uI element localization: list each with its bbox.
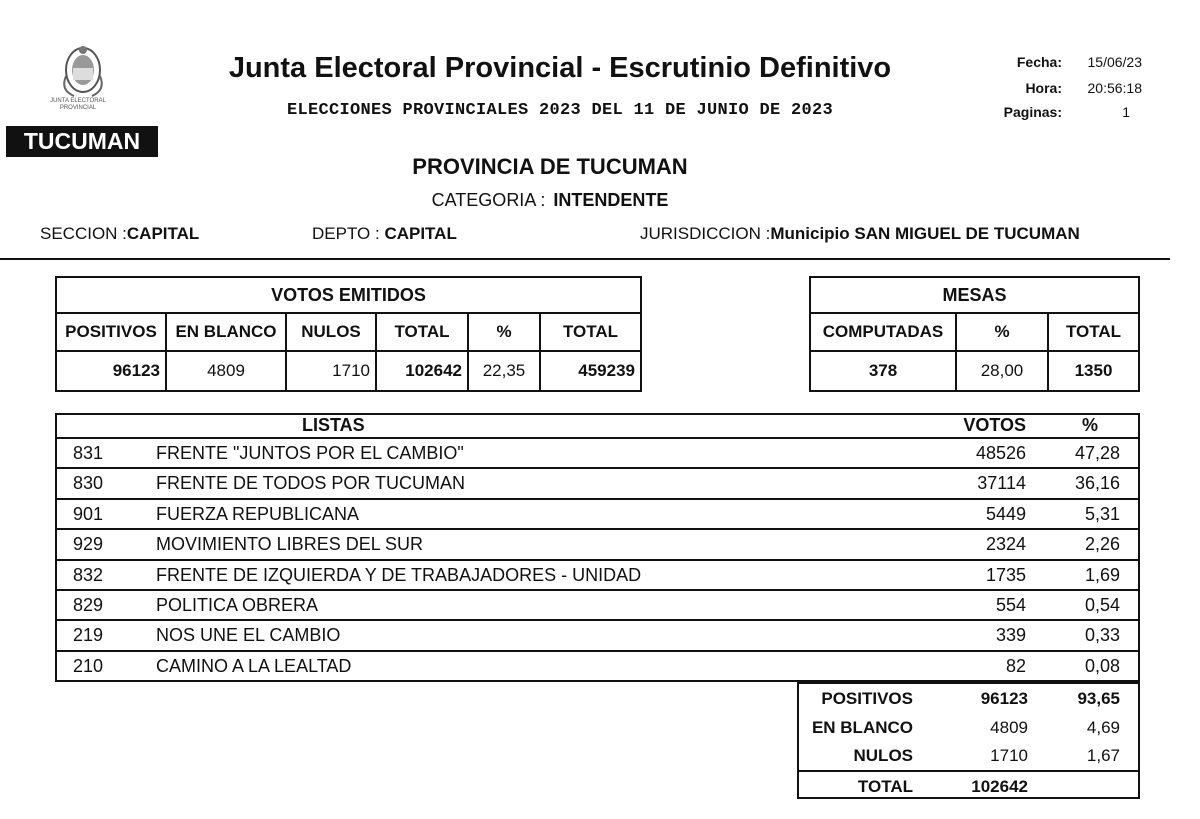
col-positivos: POSITIVOS [56,313,166,351]
totals-value: 1710 [990,746,1028,765]
table-row [57,652,1138,680]
totals-pct: 93,65 [1077,689,1120,708]
totals-label: POSITIVOS [821,689,913,708]
listas-table [55,413,1140,682]
categoria-label: CATEGORIA : [431,190,546,210]
col-total-electores: TOTAL [540,313,641,351]
list-name: CAMINO A LA LEALTAD [156,655,352,676]
val-computadas: 378 [810,351,956,391]
list-code: 219 [73,625,104,646]
totals-value: 96123 [980,689,1028,708]
list-name: FRENTE DE TODOS POR TUCUMAN [156,473,466,494]
totals-value: 4809 [990,717,1028,737]
list-votes: 2324 [985,534,1026,555]
val-positivos: 96123 [56,351,166,391]
list-code: 830 [73,473,104,494]
val-total: 102642 [376,351,468,391]
table-row [57,621,1138,651]
list-pct: 0,08 [1084,655,1120,676]
list-pct: 36,16 [1074,473,1120,494]
list-pct: 0,33 [1084,625,1120,646]
list-code: 829 [73,594,104,615]
col-total: TOTAL [376,313,468,351]
mesas-table [809,276,1140,392]
paginas-label: Paginas: [1003,104,1062,120]
totals-label: TOTAL [857,776,913,796]
col-en-blanco: EN BLANCO [166,313,286,351]
jurisdiccion [640,224,1080,244]
list-code: 831 [73,443,104,463]
table-row [57,591,1138,621]
list-votes: 5449 [985,503,1026,524]
table-row [57,561,1138,591]
list-votes: 339 [995,625,1026,646]
col-mesas-pct: % [956,313,1048,351]
hora-label: Hora: [1025,80,1062,96]
list-votes: 82 [1005,655,1026,676]
jurisdiccion-label: JURISDICCION : [640,224,771,243]
page-title: Junta Electoral Provincial - Escrutinio Definitivo [228,52,892,84]
page-subtitle: ELECCIONES PROVINCIALES 2023 DEL 11 DE JUNIO DE 2023 [286,101,834,120]
totals-box [797,682,1140,799]
province-heading: PROVINCIA DE TUCUMAN [412,154,688,179]
list-name: NOS UNE EL CAMBIO [156,625,341,646]
mesas-title: MESAS [810,277,1139,313]
listas-header-name: LISTAS [302,415,365,435]
seccion-label: SECCION : [40,224,127,243]
totals-label: NULOS [853,746,913,765]
list-code: 929 [73,534,104,555]
totals-pct: 4,69 [1086,717,1120,737]
table-row [57,469,1138,499]
totals-label: EN BLANCO [811,717,913,737]
val-mesas-pct: 28,00 [956,351,1048,391]
list-pct: 47,28 [1074,443,1120,463]
votos-emitidos-title: VOTOS EMITIDOS [56,277,641,313]
totals-row-blanco [799,713,1138,742]
depto-label: DEPTO : [312,224,380,243]
totals-row-total [799,772,1138,801]
list-pct: 0,54 [1084,594,1120,615]
val-en-blanco: 4809 [166,351,286,391]
list-votes: 554 [995,594,1026,615]
list-name: POLITICA OBRERA [156,594,319,615]
list-pct: 5,31 [1084,503,1120,524]
list-pct: 1,69 [1084,564,1120,585]
seccion-value: CAPITAL [126,224,200,243]
listas-header [57,415,1138,439]
paginas-value: 1 [1122,104,1130,120]
list-votes: 1735 [985,564,1026,585]
header-divider [0,258,1170,260]
col-nulos: NULOS [286,313,376,351]
depto [312,224,457,244]
list-name: FRENTE "JUNTOS POR EL CAMBIO" [156,443,464,463]
list-code: 901 [73,503,104,524]
totals-row-positivos [799,684,1138,713]
list-pct: 2,26 [1084,534,1120,555]
col-pct: % [468,313,540,351]
table-row [57,530,1138,560]
votos-emitidos-table [55,276,642,392]
logo-caption: JUNTA ELECTORAL PROVINCIAL [50,98,106,111]
val-pct: 22,35 [468,351,540,391]
totals-row-nulos [799,741,1138,772]
list-name: MOVIMIENTO LIBRES DEL SUR [156,534,424,555]
list-name: FUERZA REPUBLICANA [156,503,360,524]
fecha-label: Fecha: [1016,54,1062,70]
totals-value: 102642 [971,776,1028,796]
val-mesas-total: 1350 [1048,351,1139,391]
list-name: FRENTE DE IZQUIERDA Y DE TRABAJADORES - UNIDAD [156,564,642,585]
col-computadas: COMPUTADAS [810,313,956,351]
jurisdiccion-value: Municipio SAN MIGUEL DE TUCUMAN [770,224,1080,243]
list-votes: 48526 [975,443,1026,463]
list-code: 210 [73,655,104,676]
categoria-value: INTENDENTE [553,190,669,210]
list-code: 832 [73,564,104,585]
totals-pct: 1,67 [1086,746,1120,765]
table-row [57,439,1138,469]
val-nulos: 1710 [286,351,376,391]
list-votes: 37114 [977,473,1026,494]
listas-header-votes: VOTOS [963,415,1026,435]
table-row [57,500,1138,530]
seccion [40,224,199,244]
categoria-line [250,190,850,211]
listas-header-pct: % [1081,415,1098,435]
hora-value: 20:56:18 [1087,80,1142,96]
val-total-electores: 459239 [540,351,641,391]
col-mesas-total: TOTAL [1048,313,1139,351]
province-badge: TUCUMAN [6,126,158,157]
fecha-value: 15/06/23 [1087,54,1142,70]
depto-value: CAPITAL [384,224,457,243]
